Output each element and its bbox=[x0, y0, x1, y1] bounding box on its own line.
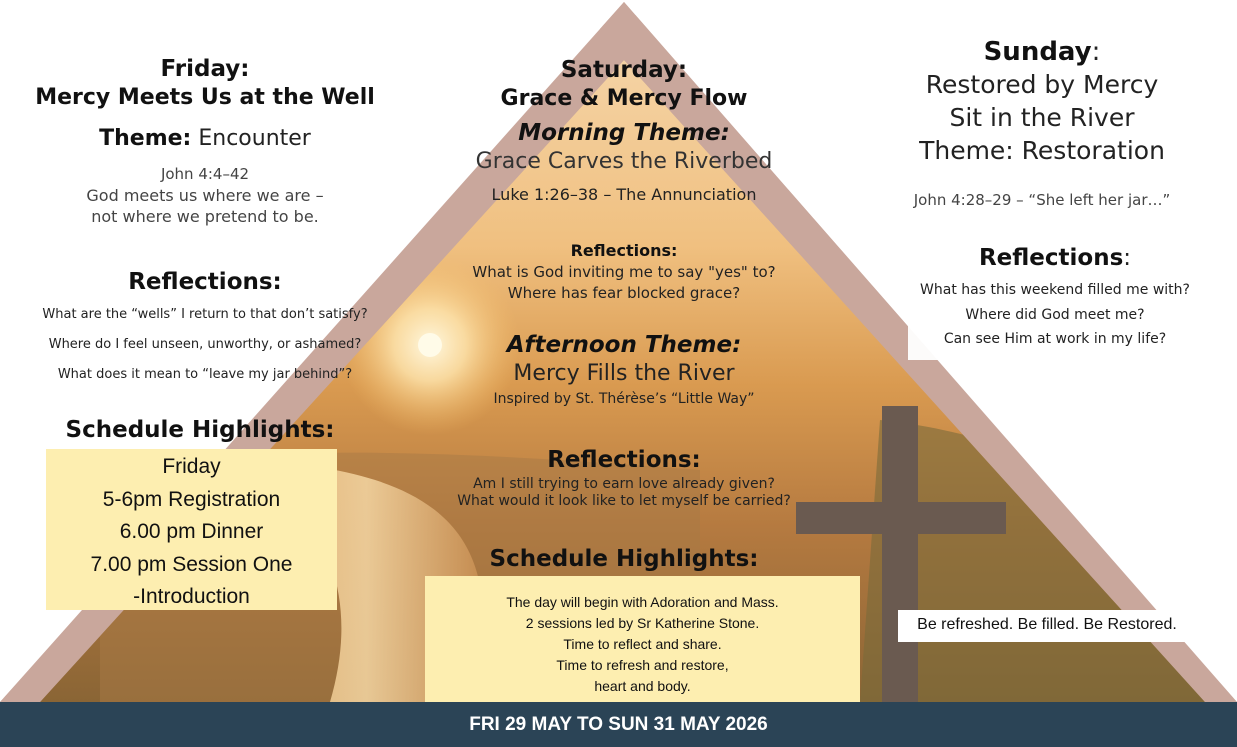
sunday-reflections-heading-line bbox=[890, 242, 1220, 274]
sunday-heading-line bbox=[862, 36, 1222, 68]
friday-theme-label: Theme: bbox=[99, 126, 192, 151]
sunday-column bbox=[862, 36, 1222, 211]
friday-schedule-heading: Schedule Highlights: bbox=[65, 417, 335, 443]
friday-title: Mercy Meets Us at the Well bbox=[35, 85, 375, 110]
saturday-reflection-item: What would it look like to let myself be carried? bbox=[457, 493, 791, 509]
saturday-afternoon-theme: Mercy Fills the River bbox=[513, 361, 735, 386]
friday-schedule-item: -Introduction bbox=[133, 585, 250, 608]
friday-quote-line2: not where we pretend to be. bbox=[91, 207, 319, 226]
saturday-schedule-item: heart and body. bbox=[594, 678, 691, 694]
saturday-column bbox=[424, 56, 824, 206]
sunday-reflections-heading: Reflections bbox=[978, 245, 1124, 271]
saturday-reflection-item: What is God inviting me to say "yes" to? bbox=[472, 263, 776, 281]
sunday-line: Sit in the River bbox=[949, 103, 1135, 132]
friday-schedule-box bbox=[46, 449, 337, 610]
saturday-reflection-item: Am I still trying to earn love already given? bbox=[473, 476, 775, 492]
friday-reflection-item: What are the “wells” I return to that don’t satisfy? bbox=[42, 307, 368, 322]
sunday-reflections bbox=[890, 242, 1220, 351]
sunday-tagline: Be refreshed. Be filled. Be Restored. bbox=[917, 616, 1177, 633]
saturday-schedule-heading: Schedule Highlights: bbox=[489, 546, 759, 572]
friday-scripture: John 4:4–42 bbox=[160, 165, 250, 183]
saturday-heading: Saturday: bbox=[560, 57, 688, 83]
saturday-reflections-heading: Reflections: bbox=[570, 241, 678, 260]
saturday-afternoon-label: Afternoon Theme: bbox=[506, 332, 742, 358]
saturday-morning-scripture: Luke 1:26–38 – The Annunciation bbox=[491, 185, 757, 204]
saturday-schedule-item: The day will begin with Adoration and Mass. bbox=[506, 594, 779, 610]
saturday-afternoon bbox=[424, 330, 824, 410]
friday-column bbox=[10, 55, 400, 227]
sunday-line: Theme: Restoration bbox=[919, 136, 1165, 165]
saturday-schedule-item: Time to reflect and share. bbox=[563, 636, 722, 652]
saturday-schedule-item: 2 sessions led by Sr Katherine Stone. bbox=[525, 615, 760, 631]
footer-dates-bar: FRI 29 MAY TO SUN 31 MAY 2026 bbox=[0, 702, 1237, 747]
saturday-afternoon-inspiration: Inspired by St. Thérèse’s “Little Way” bbox=[493, 391, 755, 407]
friday-schedule-item: 6.00 pm Dinner bbox=[119, 520, 264, 543]
friday-theme bbox=[10, 125, 400, 153]
saturday-reflections-1 bbox=[424, 240, 824, 304]
saturday-reflection-item: Where has fear blocked grace? bbox=[507, 284, 741, 302]
saturday-morning-theme: Grace Carves the Riverbed bbox=[475, 149, 773, 174]
sunday-reflection-item: What has this weekend filled me with? bbox=[920, 282, 1190, 298]
friday-schedule-item: Friday bbox=[162, 455, 221, 478]
friday-theme-value: Encounter bbox=[198, 126, 311, 151]
sunday-reflection-item: Can see Him at work in my life? bbox=[943, 331, 1167, 347]
friday-quote-line1: God meets us where we are – bbox=[86, 186, 324, 205]
friday-reflection-item: Where do I feel unseen, unworthy, or ashamed? bbox=[48, 337, 362, 352]
saturday-reflections-2 bbox=[424, 444, 824, 510]
saturday-schedule-item: Time to refresh and restore, bbox=[556, 657, 729, 673]
friday-heading: Friday: bbox=[160, 56, 250, 82]
sunday-line: Restored by Mercy bbox=[925, 70, 1159, 99]
friday-reflection-item: What does it mean to “leave my jar behind”? bbox=[57, 367, 353, 382]
friday-reflections-heading: Reflections: bbox=[128, 269, 282, 295]
sunday-scripture: John 4:28–29 – “She left her jar…” bbox=[913, 191, 1171, 209]
friday-schedule-item: 5-6pm Registration bbox=[102, 487, 281, 511]
sunday-heading-colon: : bbox=[1091, 37, 1101, 67]
friday-reflections bbox=[10, 266, 400, 390]
sunday-heading: Sunday bbox=[983, 37, 1092, 67]
saturday-title: Grace & Mercy Flow bbox=[500, 86, 748, 111]
sunday-reflections-colon: : bbox=[1123, 245, 1132, 271]
saturday-reflections-heading: Reflections: bbox=[547, 447, 701, 473]
friday-schedule-item: 7.00 pm Session One bbox=[90, 552, 293, 576]
sunday-reflection-item: Where did God meet me? bbox=[965, 307, 1145, 323]
saturday-schedule-box bbox=[425, 576, 860, 702]
saturday-morning-label: Morning Theme: bbox=[518, 120, 730, 146]
